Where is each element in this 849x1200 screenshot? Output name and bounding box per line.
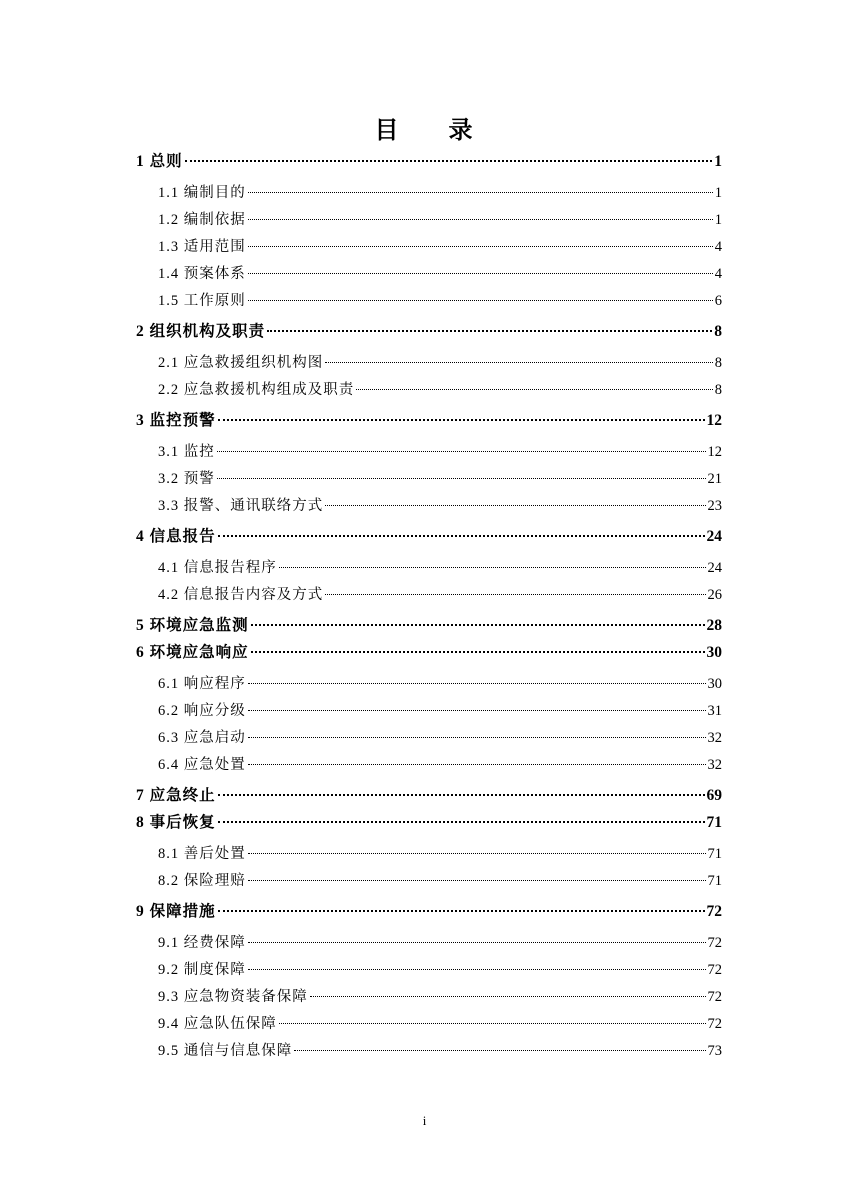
toc-section-entry[interactable] [136,844,722,864]
toc-entry-page-number: 69 [706,787,722,804]
toc-dot-leader [356,389,713,390]
toc-section-entry[interactable] [136,585,722,605]
toc-dot-leader [248,969,706,970]
toc-section-entry[interactable] [136,291,722,311]
toc-entry-label: 9.5 通信与信息保障 [158,1043,293,1059]
toc-entry-page-number: 8 [714,355,722,371]
toc-entry-label: 9 保障措施 [136,903,216,920]
toc-dot-leader [217,451,706,452]
toc-entry-label: 1 总则 [136,153,183,170]
toc-dot-leader [267,330,712,332]
toc-dot-leader [248,192,713,193]
toc-entry-label: 3.2 预警 [158,471,215,487]
toc-entry-page-number: 32 [707,757,722,773]
toc-dot-leader [248,880,706,881]
toc-dot-leader [185,160,713,162]
toc-entry-page-number: 4 [714,239,722,255]
toc-entry-page-number: 31 [707,703,722,719]
toc-chapter-entry[interactable] [136,152,722,172]
toc-entry-label: 9.3 应急物资装备保障 [158,989,308,1005]
toc-section-entry[interactable] [136,210,722,230]
toc-entry-page-number: 1 [714,153,722,170]
toc-dot-leader [251,651,705,653]
toc-section-entry[interactable] [136,728,722,748]
toc-entry-page-number: 30 [707,676,722,692]
toc-section-entry[interactable] [136,237,722,257]
toc-entry-label: 9.4 应急队伍保障 [158,1016,277,1032]
toc-entry-label: 4.2 信息报告内容及方式 [158,587,324,603]
toc-entry-label: 6 环境应急响应 [136,644,249,661]
toc-entry-page-number: 1 [714,212,722,228]
toc-section-entry[interactable] [136,1014,722,1034]
toc-dot-leader [218,535,705,537]
toc-entry-page-number: 72 [706,903,722,920]
page-title: 目 录 [374,118,495,144]
toc-dot-leader [217,478,706,479]
toc-dot-leader [218,910,705,912]
toc-entry-label: 3 监控预警 [136,412,216,429]
toc-entry-page-number: 8 [714,323,722,340]
toc-dot-leader [248,710,706,711]
toc-entry-page-number: 6 [714,293,722,309]
toc-entry-label: 8 事后恢复 [136,814,216,831]
toc-section-entry[interactable] [136,469,722,489]
toc-entry-page-number: 32 [707,730,722,746]
toc-entry-page-number: 72 [707,935,722,951]
toc-entry-label: 9.1 经费保障 [158,935,246,951]
toc-entry-page-number: 30 [706,644,722,661]
toc-entry-label: 4.1 信息报告程序 [158,560,277,576]
toc-dot-leader [325,505,705,506]
toc-entry-label: 9.2 制度保障 [158,962,246,978]
toc-dot-leader [248,942,706,943]
toc-entry-label: 1.3 适用范围 [158,239,246,255]
toc-entry-label: 3.1 监控 [158,444,215,460]
toc-entry-page-number: 12 [707,444,722,460]
toc-entry-label: 6.1 响应程序 [158,676,246,692]
toc-dot-leader [248,219,713,220]
toc-section-entry[interactable] [136,701,722,721]
toc-chapter-entry[interactable] [136,527,722,547]
toc-entry-label: 2.2 应急救援机构组成及职责 [158,382,355,398]
toc-dot-leader [248,737,706,738]
toc-entry-label: 1.5 工作原则 [158,293,246,309]
toc-section-entry[interactable] [136,960,722,980]
toc-entry-label: 4 信息报告 [136,528,216,545]
toc-entry-page-number: 28 [706,617,722,634]
toc-chapter-entry[interactable] [136,411,722,431]
toc-dot-leader [248,853,706,854]
toc-entry-label: 7 应急终止 [136,787,216,804]
toc-entry-page-number: 72 [707,1016,722,1032]
toc-chapter-entry[interactable] [136,813,722,833]
toc-section-entry[interactable] [136,558,722,578]
toc-entry-label: 6.4 应急处置 [158,757,246,773]
toc-chapter-entry[interactable] [136,643,722,663]
toc-section-entry[interactable] [136,496,722,516]
toc-entry-page-number: 71 [707,873,722,889]
toc-section-entry[interactable] [136,933,722,953]
toc-section-entry[interactable] [136,183,722,203]
toc-dot-leader [218,794,705,796]
toc-dot-leader [325,594,705,595]
toc-entry-label: 3.3 报警、通讯联络方式 [158,498,324,514]
toc-dot-leader [325,362,713,363]
toc-entry-label: 2 组织机构及职责 [136,323,266,340]
toc-section-entry[interactable] [136,264,722,284]
toc-entry-page-number: 12 [706,412,722,429]
toc-dot-leader [248,300,713,301]
toc-dot-leader [248,246,713,247]
toc-chapter-entry[interactable] [136,786,722,806]
toc-section-entry[interactable] [136,674,722,694]
toc-entry-page-number: 72 [707,989,722,1005]
toc-dot-leader [248,683,706,684]
toc-dot-leader [251,624,705,626]
toc-chapter-entry[interactable] [136,616,722,636]
toc-entry-label: 5 环境应急监测 [136,617,249,634]
toc-section-entry[interactable] [136,380,722,400]
toc-dot-leader [218,821,705,823]
toc-entry-label: 1.4 预案体系 [158,266,246,282]
toc-dot-leader [310,996,706,997]
toc-entry-page-number: 24 [707,560,722,576]
toc-entry-page-number: 23 [707,498,722,514]
toc-chapter-entry[interactable] [136,902,722,922]
toc-entry-page-number: 71 [707,846,722,862]
toc-entry-page-number: 26 [707,587,722,603]
toc-section-entry[interactable] [136,987,722,1007]
toc-entry-label: 1.2 编制依据 [158,212,246,228]
toc-entry-page-number: 1 [714,185,722,201]
toc-dot-leader [294,1050,705,1051]
toc-entry-page-number: 72 [707,962,722,978]
toc-section-entry[interactable] [136,871,722,891]
toc-chapter-entry[interactable] [136,322,722,342]
page-number-footer: i [422,1113,427,1128]
toc-entry-label: 6.2 响应分级 [158,703,246,719]
toc-section-entry[interactable] [136,1041,722,1061]
toc-entry-label: 8.1 善后处置 [158,846,246,862]
toc-entry-page-number: 8 [714,382,722,398]
toc-entry-page-number: 21 [707,471,722,487]
toc-entry-page-number: 24 [706,528,722,545]
toc-entry-label: 8.2 保险理赔 [158,873,246,889]
toc-section-entry[interactable] [136,755,722,775]
toc-dot-leader [248,764,706,765]
toc-entry-page-number: 73 [707,1043,722,1059]
toc-dot-leader [279,567,706,568]
toc-dot-leader [218,419,705,421]
toc-section-entry[interactable] [136,442,722,462]
toc-entry-page-number: 71 [706,814,722,831]
toc-dot-leader [248,273,713,274]
toc-entry-page-number: 4 [714,266,722,282]
toc-entry-label: 1.1 编制目的 [158,185,246,201]
table-of-contents [136,152,722,1061]
toc-entry-label: 2.1 应急救援组织机构图 [158,355,324,371]
toc-dot-leader [279,1023,706,1024]
toc-entry-label: 6.3 应急启动 [158,730,246,746]
toc-section-entry[interactable] [136,353,722,373]
